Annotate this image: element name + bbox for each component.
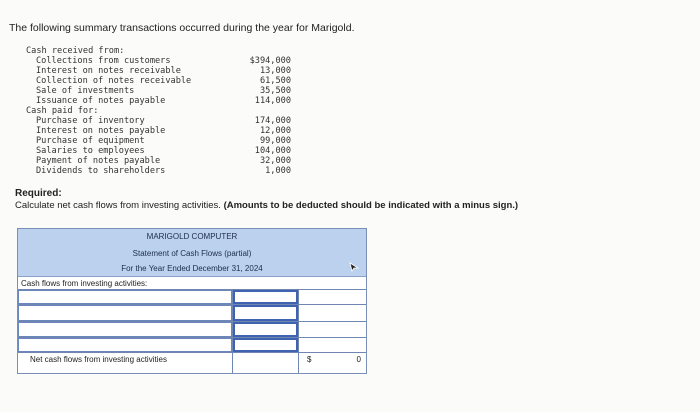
paid-item-amount: 104,000 xyxy=(254,146,291,156)
required-note: (Amounts to be deducted should be indicated with a minus sign.) xyxy=(223,200,519,211)
company-name: MARIGOLD COMPUTER xyxy=(146,232,238,241)
paid-item-amount: 32,000 xyxy=(259,156,291,166)
statement-header xyxy=(18,229,366,277)
paid-item-amount: 99,000 xyxy=(259,136,291,146)
investing-description-input[interactable] xyxy=(18,322,232,337)
investing-description-input[interactable] xyxy=(18,338,232,352)
cash-flow-worksheet xyxy=(17,228,367,374)
column-divider xyxy=(298,289,299,373)
investing-description-input[interactable] xyxy=(18,290,232,304)
net-cash-value: 0 xyxy=(356,355,361,364)
received-item-amount: $394,000 xyxy=(249,56,291,66)
currency-symbol: $ xyxy=(307,355,312,364)
received-item-amount: 61,500 xyxy=(259,76,291,86)
cash-paid-header: Cash paid for: xyxy=(26,106,99,116)
statement-title: Statement of Cash Flows (partial) xyxy=(132,249,252,258)
investing-section-label: Cash flows from investing activities: xyxy=(21,279,148,288)
received-item-amount: 35,500 xyxy=(259,86,291,96)
paid-item-label: Salaries to employees xyxy=(36,146,145,156)
received-item-label: Interest on notes receivable xyxy=(36,66,181,76)
received-item-label: Collection of notes receivable xyxy=(36,76,192,86)
paid-item-amount: 174,000 xyxy=(254,116,291,126)
paid-item-label: Purchase of inventory xyxy=(36,116,145,126)
paid-item-amount: 1,000 xyxy=(265,166,291,176)
received-item-label: Collections from customers xyxy=(36,56,171,66)
paid-item-label: Purchase of equipment xyxy=(36,136,145,146)
investing-amount-input[interactable] xyxy=(233,322,298,337)
received-item-label: Issuance of notes payable xyxy=(36,96,166,106)
required-text: Calculate net cash flows from investing activities. xyxy=(15,200,221,211)
investing-amount-input[interactable] xyxy=(233,290,298,304)
net-cash-label: Net cash flows from investing activities xyxy=(30,355,167,364)
paid-item-label: Payment of notes payable xyxy=(36,156,161,166)
investing-description-input[interactable] xyxy=(18,305,232,321)
mouse-cursor-icon xyxy=(349,262,359,272)
received-item-label: Sale of investments xyxy=(36,86,135,96)
received-item-amount: 114,000 xyxy=(254,96,291,106)
received-item-amount: 13,000 xyxy=(259,66,291,76)
row-divider xyxy=(18,352,366,353)
investing-amount-input[interactable] xyxy=(233,305,298,321)
cash-received-header: Cash received from: xyxy=(26,46,125,56)
intro-text: The following summary transactions occurred during the year for Marigold. xyxy=(9,22,355,34)
paid-item-amount: 12,000 xyxy=(259,126,291,136)
statement-period: For the Year Ended December 31, 2024 xyxy=(121,264,263,273)
required-instructions xyxy=(15,200,518,211)
paid-item-label: Interest on notes payable xyxy=(36,126,166,136)
paid-item-label: Dividends to shareholders xyxy=(36,166,166,176)
required-title: Required: xyxy=(15,188,62,199)
investing-amount-input[interactable] xyxy=(233,338,298,352)
